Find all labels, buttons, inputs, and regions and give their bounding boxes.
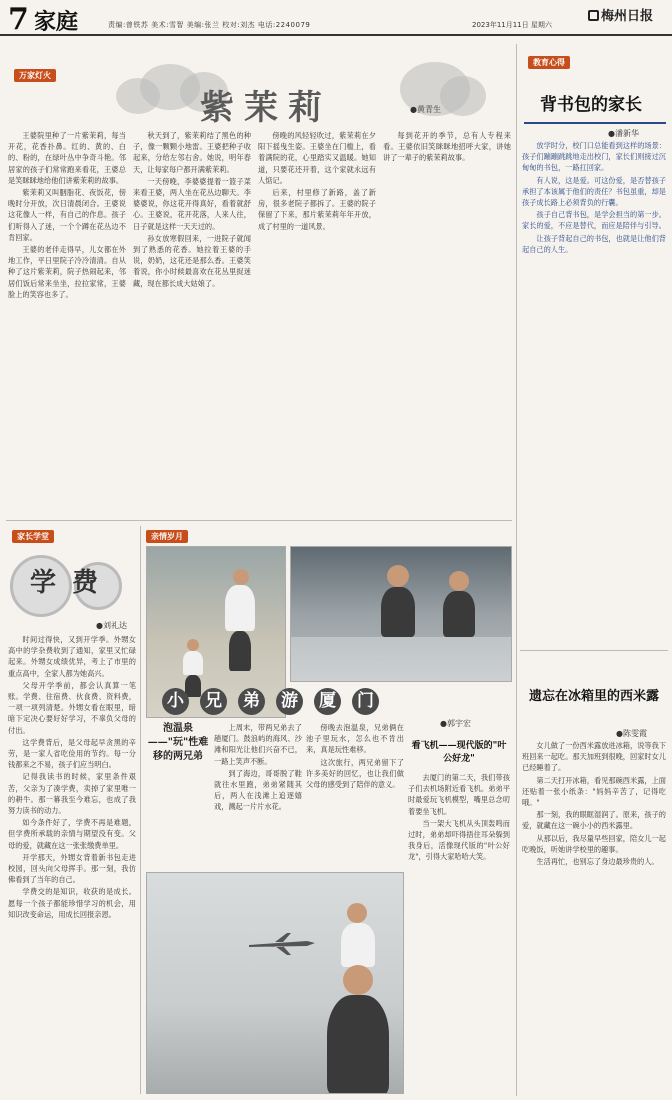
row-divider	[6, 520, 512, 521]
article2-tag: 家长学堂	[12, 530, 54, 543]
newspaper-logo-icon	[588, 10, 599, 21]
article3-section-body: 去厦门的第二天，我们带孩子们去机场附近看飞机。弟弟平时最爱玩飞机模型，嘴里总念叨着要坐飞机。 当一架大飞机从头顶轰鸣而过时，弟弟却吓得捂住耳朵躲到我身后，活像现代版的"叶公好龙"，引得大家哈哈大笑。	[408, 773, 510, 862]
row-divider-right	[520, 650, 668, 651]
article4-body: 放学时分，校门口总能看到这样的场景：孩子们蹦蹦跳跳地走出校门，家长们则接过沉甸甸的书包，一路扛回家。 有人说，这是爱。可这份爱，是否替孩子承担了本该属于他们的责任？书包虽重，却是孩子成长路上必须背负的行囊。 孩子自己背书包，是学会担当的第一步。家长的爱，不应是替代，而应是陪伴与引导。 让孩子背起自己的书包，也就是让他们背起自己的人生。	[522, 141, 666, 254]
article4-title: 背书包的家长	[540, 95, 642, 115]
column-divider-left	[140, 526, 141, 1094]
article3-section-heading: 看飞机——现代版的"叶公好龙"	[411, 741, 507, 764]
article1-tag: 万家灯火	[14, 69, 56, 82]
article1-col2: 秋天到了，紫茉莉结了黑色的种子，像一颗颗小地雷。王婆把种子收起来，分给左邻右舍。她说，明年春天，让每家每户都开满紫茉莉。 一天傍晚，李婆婆提着一篮子菜来看王婆，两人坐在花丛边聊天。李婆婆说，你这花开得真好，看着就舒心。王婆说，花开花落，人来人往，日子就是这样一天天过的。 孙女放寒假回来，一进院子就闻到了熟悉的花香。她拉着王婆的手说，奶奶，这花还是那么香。王婆笑着说，你小时候最喜欢在花丛里捉迷藏，现在都长成大姑娘了。	[133, 131, 251, 288]
article2-title: 学费	[30, 568, 115, 598]
pool-photo	[290, 546, 512, 682]
article1-col1: 王婆院里种了一片紫茉莉，每当开花，花香扑鼻。红的、黄的、白的、粉的，在绿叶丛中争奇斗艳。邻居家的孩子们常常跑来看花，王婆总是笑眯眯地给他们讲紫茉莉的故事。 紫茉莉又叫胭脂花、夜饭花，傍晚时分开放，次日清晨闭合。王婆说这花像人一样，有自己的作息。孩子们听得入了迷，一个个蹲在花丛边不肯回家。 王婆的老伴走得早，儿女都在外地工作，平日里院子冷冷清清。自从种了这片紫茉莉，院子热闹起来，邻居们饭后常来坐坐，拉拉家常，王婆脸上的笑容也多了。	[8, 131, 126, 299]
article5-author: ●陈雯霞	[616, 729, 647, 738]
article5-body: 女儿做了一份西米露放进冰箱，说等我下班回来一起吃。那天加班到很晚，回家时女儿已经睡着了。 第二天打开冰箱，看见那碗西米露，上面还贴着一张小纸条："妈妈辛苦了，记得吃哦。" 那一刻，我的眼眶湿润了。原来，孩子的爱，就藏在这一碗小小的西米露里。 从那以后，我尽量早些回家，陪女儿一起吃晚饭，听她讲学校里的趣事。 生活再忙，也别忘了身边最珍贵的人。	[522, 741, 666, 867]
article4-tag: 教育心得	[528, 56, 570, 69]
article3-body-1: 上周末，带两兄弟去了趟厦门。鼓浪屿的海风、沙滩和阳光让他们兴奋不已，一路上笑声不断。 到了海边，哥哥脱了鞋就往水里跑，弟弟紧随其后，两人在浅滩上追逐嬉戏，溅起一片片水花。	[214, 723, 302, 812]
page-header	[0, 0, 672, 36]
column-divider	[516, 44, 517, 1096]
airplane-photo	[146, 872, 404, 1094]
article2-author: ●刘礼达	[96, 621, 127, 630]
article3-body-2: 傍晚去泡温泉，兄弟俩在池子里玩水，怎么也不肯出来，真是玩性难移。 这次旅行，两兄弟留下了许多美好的回忆，也让我们做父母的感受到了陪伴的意义。	[306, 723, 404, 790]
article1-title: 紫茉莉	[200, 88, 332, 128]
article3-tag: 亲情岁月	[146, 530, 188, 543]
article1-author: ●黄青生	[410, 105, 441, 114]
editor-credits: 责编:曾铁苏 美术:雪智 美编:张兰 校对:刘杰 电话:2240079	[108, 21, 311, 29]
article1-col3: 傍晚的风轻轻吹过，紫茉莉在夕阳下摇曳生姿。王婆坐在门槛上，看着满院的花，心里踏实又温暖。她知道，只要花还开着，这个家就永远有人惦记。 后来，村里修了新路，盖了新房，很多老院子都拆了。王婆的院子保留了下来，那片紫茉莉年年开放，成了村里的一道风景。	[258, 131, 376, 231]
article5-title: 遗忘在冰箱里的西米露	[528, 689, 659, 704]
article4-author: ●潘新华	[608, 129, 639, 138]
page-number: 7	[8, 2, 29, 37]
title-underline	[524, 122, 666, 124]
section-title: 家庭	[34, 9, 79, 35]
newspaper-name	[588, 5, 653, 24]
issue-date: 2023年11月11日 星期六	[472, 21, 552, 29]
newspaper-name-text: 梅州日报	[601, 9, 654, 24]
article3-subtitle: 泡温泉——"玩"性难移的两兄弟	[147, 723, 209, 762]
article2-body: 时间过得快，又到开学季。外甥女高中的学杂费收到了通知，家里又忙碌起来。外甥女成绩优异，考上了市里的重点高中，全家人都为她高兴。 父母开学季前，都会认真算一笔账。学费、住宿费、伙食费、资料费，一项一项列清楚。外甥女看在眼里，暗暗下定决心要好好学习，不辜负父母的付出。 这学费背后，是父母起早贪黑的辛劳，是一家人省吃俭用的节约。每一分钱都来之不易，孩子们应当明白。 记得我读书的时候，家里条件艰苦，父亲为了凑学费，卖掉了家里唯一的耕牛。那一幕我至今难忘，也成了我努力读书的动力。 如今条件好了，学费不再是难题，但学费所承载的亲情与期望没有变。父母的爱，就藏在这一张张缴费单里。 开学那天，外甥女背着新书包走进校园，回头向父母挥手。那一刻，我仿佛看到了当年的自己。 学费交的是知识，收获的是成长。愿每一个孩子都能珍惜学习的机会，用知识改变命运，用成长回报亲恩。	[8, 635, 136, 919]
airplane-icon	[247, 931, 317, 957]
article3-author: ●郭宇宏	[440, 719, 471, 728]
article1-col4: 每到花开的季节，总有人专程来看。王婆依旧笑眯眯地招呼大家，讲她讲了一辈子的紫茉莉故事。	[383, 131, 511, 163]
